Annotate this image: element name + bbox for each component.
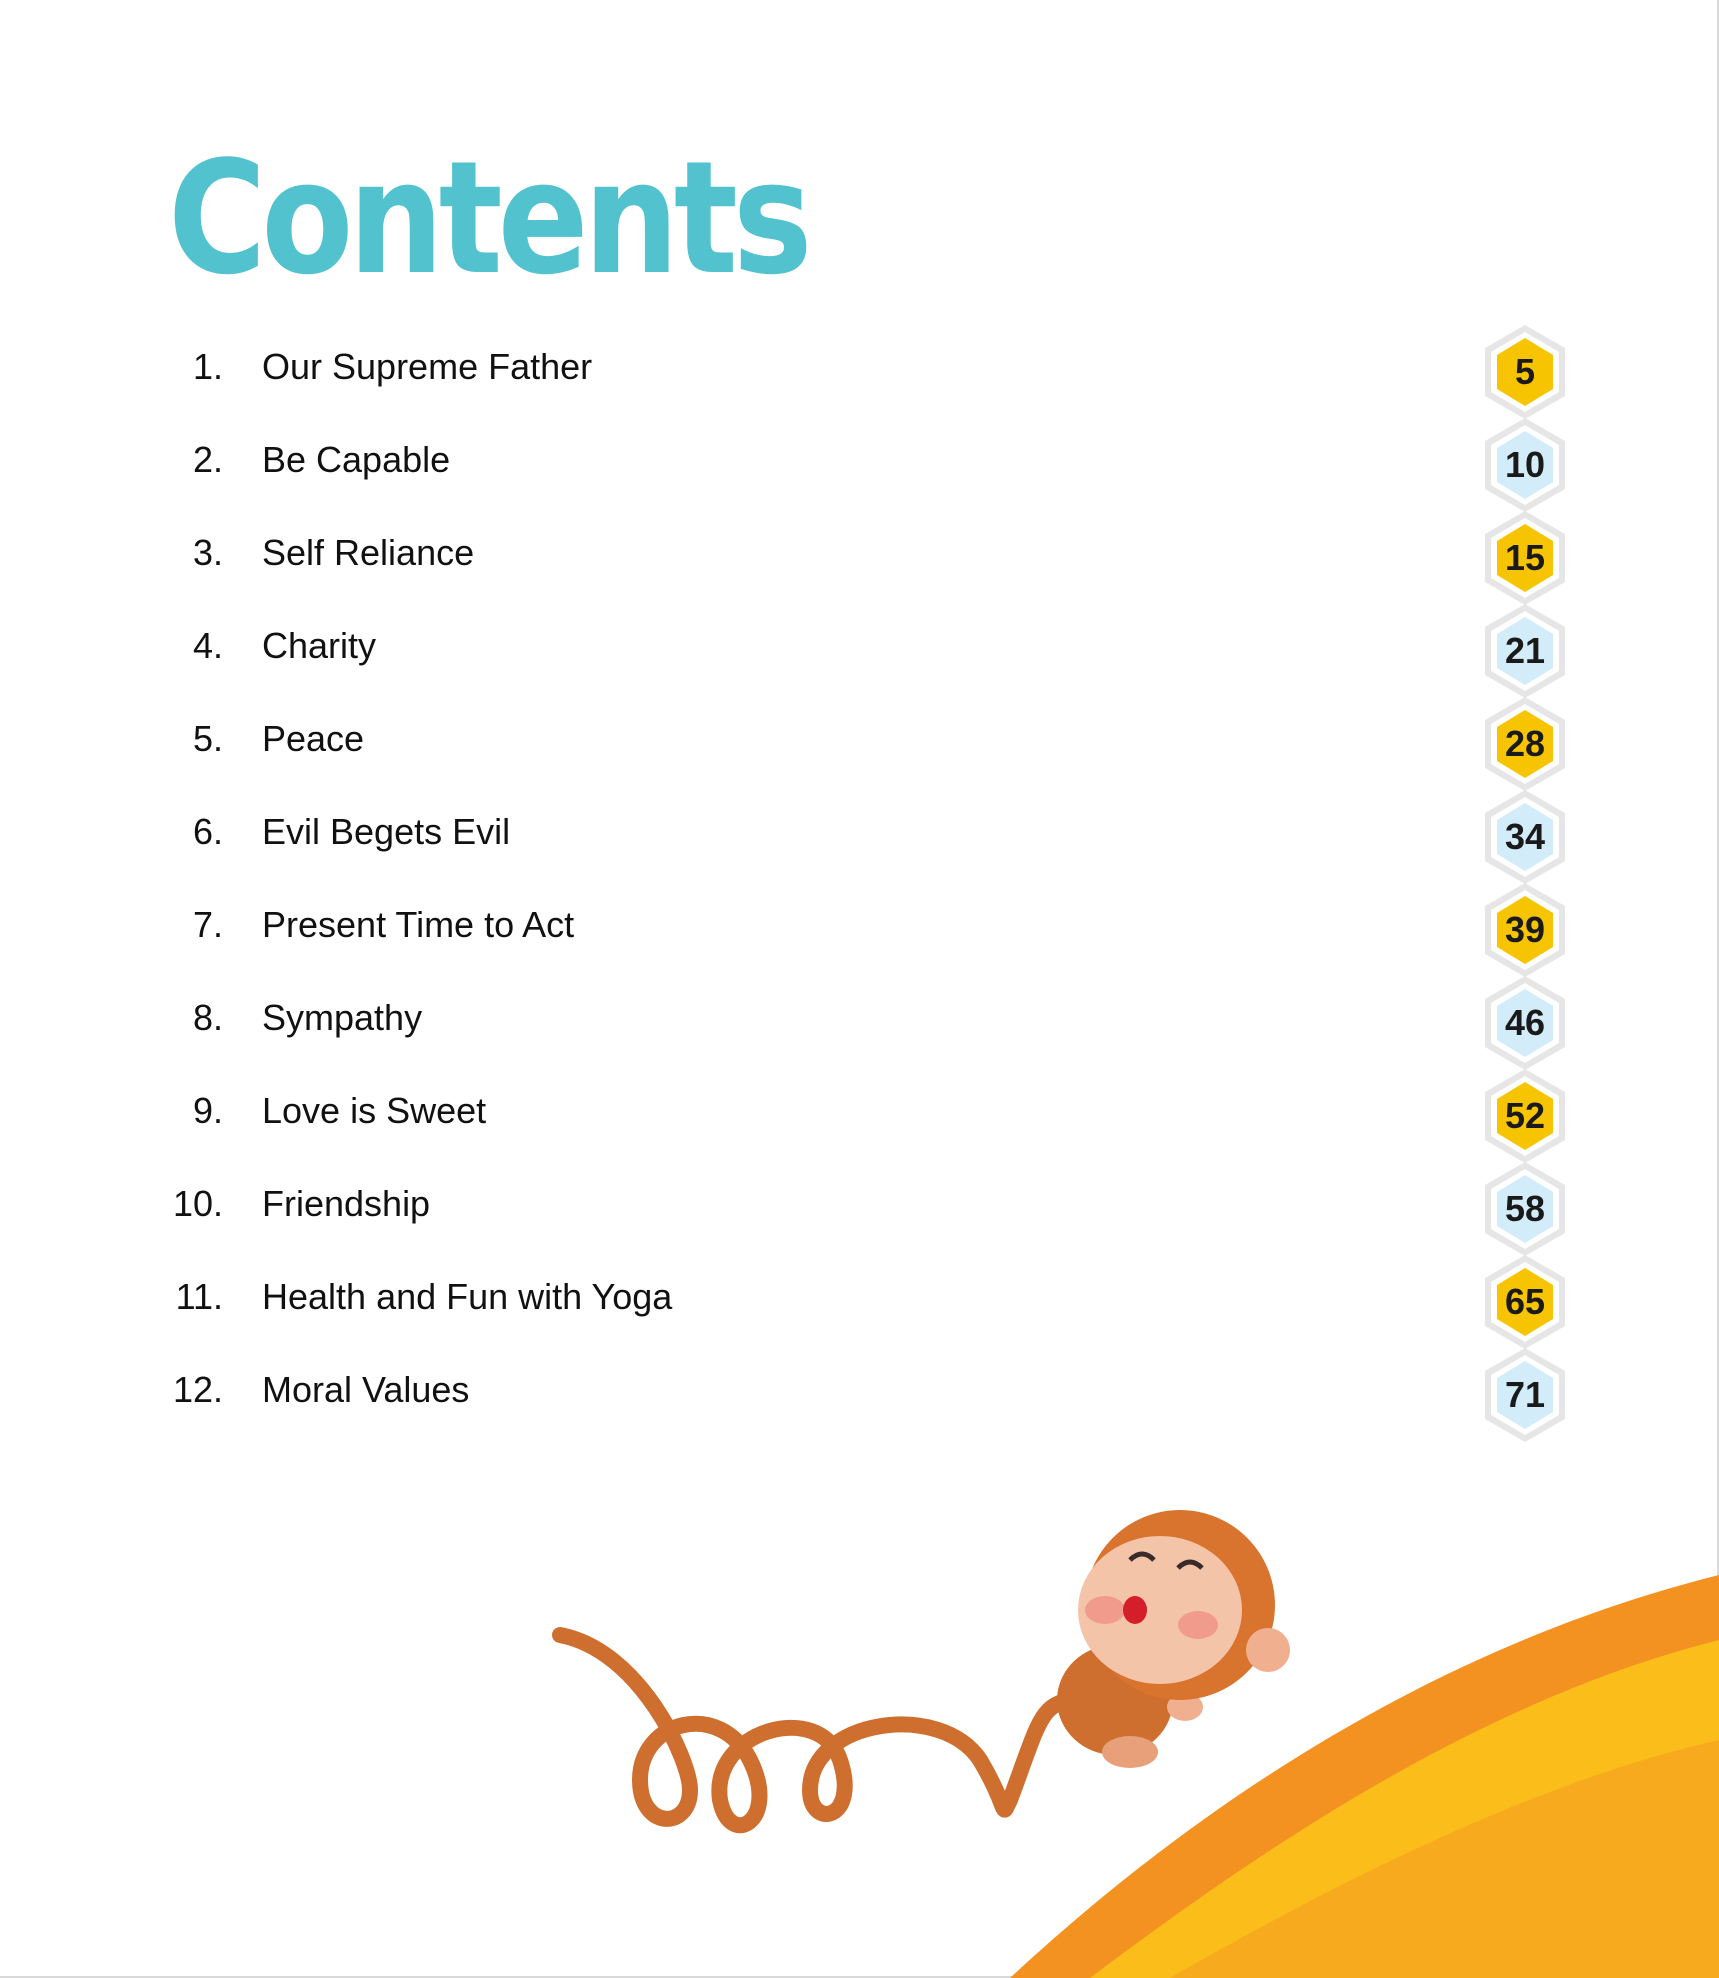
monkey-mouth	[1123, 1596, 1147, 1624]
monkey-cheek-left	[1085, 1596, 1125, 1624]
chapter-number: 5.	[192, 718, 223, 759]
chapter-title[interactable]: Health and Fun with Yoga	[262, 1276, 673, 1317]
chapter-title[interactable]: Sympathy	[262, 997, 423, 1038]
monkey-tail	[560, 1635, 1080, 1825]
chapter-title[interactable]: Charity	[262, 625, 377, 666]
page-number: 58	[1504, 1188, 1546, 1229]
chapter-title[interactable]: Peace	[262, 718, 365, 759]
monkey-leg	[1102, 1736, 1158, 1768]
chapter-title[interactable]: Evil Begets Evil	[262, 811, 511, 852]
chapter-title[interactable]: Be Capable	[262, 439, 451, 480]
chapter-title[interactable]: Love is Sweet	[262, 1090, 487, 1131]
chapter-number: 6.	[192, 811, 223, 852]
chapter-number: 9.	[192, 1090, 223, 1131]
page-number: 28	[1504, 723, 1546, 764]
page-number: 15	[1504, 537, 1546, 578]
chapter-title[interactable]: Self Reliance	[262, 532, 475, 573]
page-number: 10	[1504, 444, 1546, 485]
chapter-title[interactable]: Moral Values	[262, 1369, 470, 1410]
chapter-number: 10.	[172, 1183, 223, 1224]
chapter-number: 4.	[192, 625, 223, 666]
page-number: 52	[1504, 1095, 1546, 1136]
page-number: 71	[1504, 1374, 1546, 1415]
chapter-number: 1.	[192, 346, 223, 387]
chapter-title[interactable]: Our Supreme Father	[262, 346, 593, 387]
chapter-number: 12.	[172, 1369, 223, 1410]
chapter-number: 3.	[192, 532, 223, 573]
page-number: 5	[1514, 351, 1536, 392]
page-number: 46	[1504, 1002, 1546, 1043]
page-number: 39	[1504, 909, 1546, 950]
chapter-number: 8.	[192, 997, 223, 1038]
chapter-title[interactable]: Present Time to Act	[262, 904, 575, 945]
monkey-icon	[560, 1510, 1290, 1825]
monkey-ear	[1246, 1628, 1290, 1672]
page-title: Contents	[168, 127, 808, 309]
chapter-number: 7.	[192, 904, 223, 945]
monkey-cheek-right	[1178, 1611, 1218, 1639]
chapter-number: 11.	[175, 1276, 223, 1317]
page-number: 65	[1504, 1281, 1546, 1322]
page-number: 34	[1504, 816, 1546, 857]
page-number: 21	[1504, 630, 1546, 671]
chapter-title[interactable]: Friendship	[262, 1183, 431, 1224]
chapter-number: 2.	[192, 439, 223, 480]
